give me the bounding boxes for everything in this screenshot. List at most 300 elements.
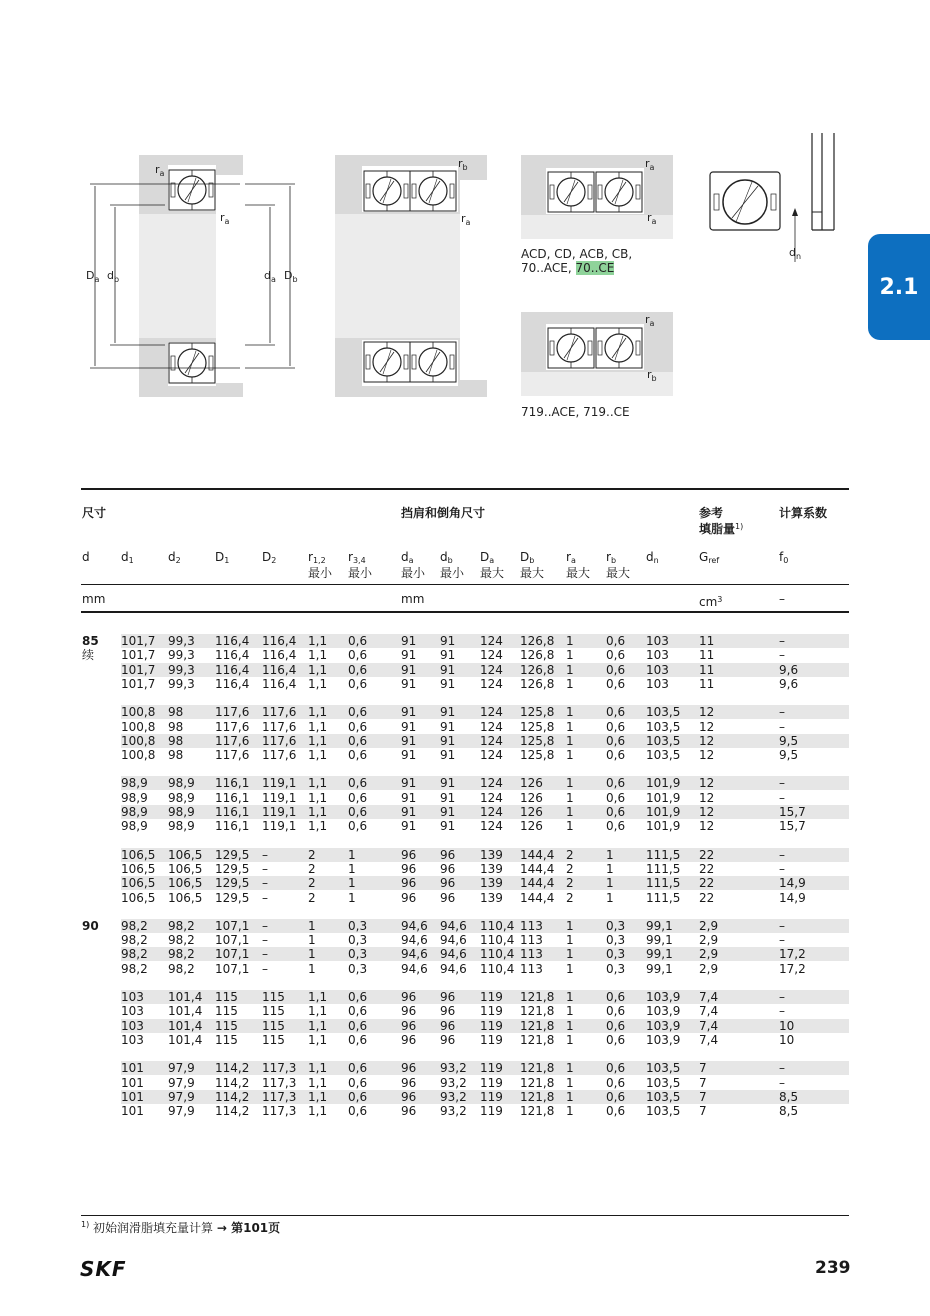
column-header: $d_a$ 最小	[401, 550, 426, 580]
table-cell: 7	[699, 1075, 707, 1090]
table-row	[121, 962, 849, 976]
table-cell: 98,2	[168, 961, 195, 976]
table-cell: 97,9	[168, 1061, 195, 1076]
table-cell: –	[779, 776, 785, 791]
table-cell: 9,5	[779, 733, 799, 748]
column-header: $r_a$ 最大	[566, 550, 591, 580]
table-cell: 100,8	[121, 719, 156, 734]
table-row	[121, 677, 849, 691]
table-row	[121, 1061, 849, 1075]
table-cell: 0,6	[606, 1004, 626, 1019]
table-cell: 116,4	[215, 634, 250, 648]
bore-diameter: 90	[82, 918, 99, 933]
table-cell: 111,5	[646, 876, 681, 891]
table-cell: 129,5	[215, 876, 250, 891]
table-cell: 126	[520, 805, 543, 819]
table-cell: 94,6	[440, 918, 467, 933]
table-cell: 0,6	[348, 805, 368, 819]
table-cell: 96	[440, 990, 456, 1004]
table-cell: 121,8	[520, 1032, 555, 1047]
table-cell: 1	[308, 961, 316, 976]
table-cell: 125,8	[520, 705, 555, 720]
table-cell: 1	[566, 990, 574, 1004]
table-cell: 98	[168, 719, 184, 734]
table-row	[121, 648, 849, 662]
table-cell: 124	[480, 733, 503, 748]
arrow-right-icon: →	[216, 1221, 227, 1235]
table-cell: 91	[401, 748, 417, 763]
table-cell: 1,1	[308, 1004, 328, 1019]
table-cell: 96	[401, 1018, 417, 1033]
table-cell: 91	[401, 676, 417, 691]
table-cell: 1,1	[308, 676, 328, 691]
table-cell: 119,1	[262, 805, 297, 819]
table-cell: 125,8	[520, 719, 555, 734]
table-cell: 1	[566, 776, 574, 791]
table-cell: 1	[566, 1061, 574, 1076]
table-cell: 119,1	[262, 776, 297, 791]
table-cell: 1	[606, 876, 614, 891]
table-cell: 1,1	[308, 1104, 328, 1119]
table-cell: 96	[440, 847, 456, 862]
label-ra: $r_a$	[647, 211, 657, 226]
table-cell: 12	[699, 805, 715, 819]
table-cell: 97,9	[168, 1104, 195, 1119]
table-cell: 1,1	[308, 1075, 328, 1090]
table-cell: 100,8	[121, 705, 156, 720]
table-cell: 91	[440, 748, 456, 763]
table-cell: 103,5	[646, 1104, 681, 1119]
table-cell: 103,5	[646, 1089, 681, 1104]
table-cell: 124	[480, 705, 503, 720]
table-row	[121, 862, 849, 876]
table-cell: 9,6	[779, 662, 799, 677]
table-cell: 114,2	[215, 1061, 250, 1076]
table-cell: –	[779, 1004, 785, 1019]
table-cell: 0,6	[606, 790, 626, 805]
table-cell: 139	[480, 890, 503, 905]
table-cell: 115	[262, 1018, 285, 1033]
table-cell: 12	[699, 748, 715, 763]
table-cell: 1	[308, 918, 316, 933]
table-cell: 115	[262, 1032, 285, 1047]
table-cell: 0,6	[348, 1075, 368, 1090]
table-cell: 1,1	[308, 776, 328, 791]
table-cell: 96	[440, 1018, 456, 1033]
table-cell: 116,4	[262, 676, 297, 691]
table-row	[121, 848, 849, 862]
table-cell: 0,6	[606, 676, 626, 691]
table-cell: 93,2	[440, 1104, 467, 1119]
table-cell: 9,6	[779, 676, 799, 691]
column-header: $d_1$	[121, 550, 134, 565]
column-header: $r_{3,4}$ 最小	[348, 550, 373, 580]
table-cell: 8,5	[779, 1089, 799, 1104]
table-cell: 98,9	[168, 805, 195, 819]
table-cell: 117,6	[262, 733, 297, 748]
table-cell: 116,1	[215, 790, 250, 805]
table-cell: 93,2	[440, 1089, 467, 1104]
table-cell: 1,1	[308, 1061, 328, 1076]
table-cell: 93,2	[440, 1075, 467, 1090]
table-cell: 91	[440, 676, 456, 691]
table-cell: 106,5	[168, 847, 203, 862]
table-cell: 7,4	[699, 1004, 719, 1019]
column-header: $d_n$	[646, 550, 659, 565]
table-cell: 116,4	[215, 648, 250, 663]
column-header: $d_b$ 最小	[440, 550, 465, 580]
table-cell: 116,4	[262, 634, 297, 648]
table-cell: 94,6	[401, 933, 428, 948]
table-cell: 1	[348, 876, 356, 891]
table-cell: 2,9	[699, 933, 719, 948]
header-unit-rule	[81, 584, 849, 585]
label-db: $d_b$	[107, 269, 120, 284]
table-cell: 91	[440, 805, 456, 819]
table-cell: –	[262, 961, 268, 976]
table-cell: 114,2	[215, 1075, 250, 1090]
table-cell: 10	[779, 1018, 795, 1033]
table-row	[121, 947, 849, 961]
table-cell: 0,6	[606, 1061, 626, 1076]
table-cell: 0,6	[348, 1004, 368, 1019]
footnote: $^{1)}$ 初始润滑脂填充量计算 → 第101页	[81, 1220, 281, 1235]
table-cell: 101	[121, 1075, 144, 1090]
table-cell: 100,8	[121, 748, 156, 763]
table-cell: 7,4	[699, 1018, 719, 1033]
table-cell: –	[779, 990, 785, 1004]
table-cell: 101,7	[121, 676, 156, 691]
table-cell: 96	[401, 1032, 417, 1047]
table-cell: 106,5	[168, 890, 203, 905]
table-cell: 94,6	[440, 961, 467, 976]
table-cell: 1,1	[308, 733, 328, 748]
table-cell: 91	[440, 648, 456, 663]
table-cell: 116,1	[215, 776, 250, 791]
table-cell: 0,6	[348, 776, 368, 791]
table-cell: 101,9	[646, 790, 681, 805]
table-cell: 99,3	[168, 648, 195, 663]
table-cell: 101,7	[121, 648, 156, 663]
table-cell: 97,9	[168, 1075, 195, 1090]
table-cell: 129,5	[215, 847, 250, 862]
table-cell: 0,6	[348, 662, 368, 677]
table-cell: 110,4	[480, 961, 515, 976]
table-cell: 103,5	[646, 719, 681, 734]
table-cell: 22	[699, 876, 715, 891]
table-cell: 113	[520, 918, 543, 933]
table-cell: 126,8	[520, 662, 555, 677]
table-cell: 91	[401, 776, 417, 791]
table-cell: 129,5	[215, 861, 250, 876]
table-cell: 0,6	[606, 990, 626, 1004]
table-cell: 121,8	[520, 1089, 555, 1104]
table-cell: 115	[262, 990, 285, 1004]
table-cell: 98	[168, 705, 184, 720]
table-cell: 117,6	[215, 733, 250, 748]
continued-label: 续	[82, 648, 95, 662]
table-cell: 0,3	[348, 961, 368, 976]
table-cell: 8,5	[779, 1104, 799, 1119]
table-cell: 101	[121, 1104, 144, 1119]
table-cell: 2	[308, 861, 316, 876]
table-cell: 1	[566, 648, 574, 663]
table-cell: 96	[401, 847, 417, 862]
table-row	[121, 1033, 849, 1047]
table-row	[121, 876, 849, 890]
table-cell: 106,5	[168, 876, 203, 891]
table-cell: 121,8	[520, 1075, 555, 1090]
table-cell: 96	[440, 876, 456, 891]
table-cell: 99,3	[168, 634, 195, 648]
table-cell: 12	[699, 819, 715, 834]
table-cell: 1	[566, 1089, 574, 1104]
table-cell: 91	[440, 790, 456, 805]
table-cell: 0,6	[606, 662, 626, 677]
table-cell: 0,6	[606, 719, 626, 734]
table-row	[121, 776, 849, 790]
table-cell: 117,6	[262, 748, 297, 763]
table-cell: 106,5	[121, 890, 156, 905]
table-cell: 94,6	[401, 961, 428, 976]
table-cell: –	[779, 933, 785, 948]
table-cell: –	[779, 1061, 785, 1076]
table-cell: 113	[520, 947, 543, 962]
table-cell: 144,4	[520, 890, 555, 905]
table-cell: 100,8	[121, 733, 156, 748]
table-cell: 0,3	[606, 947, 626, 962]
table-cell: 9,5	[779, 748, 799, 763]
header-group-calc-factor: 计算系数	[779, 506, 828, 520]
table-cell: 101	[121, 1061, 144, 1076]
table-cell: 1	[566, 819, 574, 834]
table-cell: 1	[566, 733, 574, 748]
bearing-diagrams	[0, 0, 930, 470]
table-cell: 103,9	[646, 1032, 681, 1047]
table-cell: 91	[440, 662, 456, 677]
table-cell: 0,6	[606, 733, 626, 748]
table-cell: 139	[480, 847, 503, 862]
table-row	[121, 705, 849, 719]
table-cell: 0,6	[348, 719, 368, 734]
table-cell: 103,9	[646, 1018, 681, 1033]
column-header: $G_{ref}$	[699, 550, 720, 565]
table-cell: 117,3	[262, 1061, 297, 1076]
table-cell: –	[262, 876, 268, 891]
table-cell: 91	[401, 634, 417, 648]
table-cell: 0,6	[348, 705, 368, 720]
table-cell: 94,6	[401, 918, 428, 933]
table-cell: 17,2	[779, 961, 806, 976]
table-cell: 115	[215, 1032, 238, 1047]
header-group-dimensions: 尺寸	[82, 506, 107, 520]
table-cell: 114,2	[215, 1089, 250, 1104]
table-cell: 0,6	[348, 748, 368, 763]
table-row	[121, 919, 849, 933]
table-cell: 11	[699, 634, 715, 648]
table-cell: 101,7	[121, 662, 156, 677]
table-cell: 91	[401, 648, 417, 663]
table-cell: 125,8	[520, 733, 555, 748]
table-cell: 121,8	[520, 1018, 555, 1033]
label-rb: $r_b$	[458, 157, 468, 172]
table-cell: 91	[401, 705, 417, 720]
table-row	[121, 663, 849, 677]
table-cell: 0,6	[348, 634, 368, 648]
table-cell: 125,8	[520, 748, 555, 763]
table-cell: 0,3	[606, 933, 626, 948]
table-cell: 98,9	[168, 819, 195, 834]
table-cell: 101,9	[646, 805, 681, 819]
table-cell: 103,5	[646, 733, 681, 748]
table-cell: 91	[440, 719, 456, 734]
table-cell: 107,1	[215, 933, 250, 948]
table-cell: 96	[401, 1004, 417, 1019]
table-cell: 12	[699, 776, 715, 791]
table-cell: 2	[566, 861, 574, 876]
table-cell: 1,1	[308, 790, 328, 805]
table-cell: 117,6	[215, 705, 250, 720]
table-cell: 94,6	[440, 947, 467, 962]
table-cell: 117,6	[215, 719, 250, 734]
table-cell: 15,7	[779, 819, 806, 834]
table-row	[121, 734, 849, 748]
table-cell: 114,2	[215, 1104, 250, 1119]
table-cell: 0,6	[606, 1032, 626, 1047]
table-cell: 0,6	[348, 733, 368, 748]
column-header: $D_1$	[215, 550, 230, 565]
table-cell: 1	[566, 947, 574, 962]
diagram-dn-detail	[710, 133, 834, 262]
table-cell: 1,1	[308, 1089, 328, 1104]
table-cell: 96	[401, 890, 417, 905]
table-cell: 101,9	[646, 819, 681, 834]
table-cell: 129,5	[215, 890, 250, 905]
table-cell: 111,5	[646, 861, 681, 876]
table-cell: 2	[566, 890, 574, 905]
column-header: $d_2$	[168, 550, 181, 565]
table-cell: 119	[480, 990, 503, 1004]
table-cell: 96	[440, 861, 456, 876]
table-cell: 103	[121, 990, 144, 1004]
table-cell: 101,9	[646, 776, 681, 791]
table-cell: 1,1	[308, 648, 328, 663]
diagram-caption-2: 719..ACE, 719..CE	[521, 405, 630, 419]
table-cell: 0,6	[348, 1089, 368, 1104]
table-cell: 124	[480, 819, 503, 834]
table-cell: –	[779, 705, 785, 720]
table-cell: 0,6	[606, 1089, 626, 1104]
table-cell: 126,8	[520, 676, 555, 691]
label-Db: $D_b$	[284, 269, 298, 284]
table-cell: 7,4	[699, 990, 719, 1004]
table-cell: 1	[606, 847, 614, 862]
table-cell: 124	[480, 719, 503, 734]
table-cell: 117,6	[262, 719, 297, 734]
table-cell: –	[262, 847, 268, 862]
table-row	[121, 1090, 849, 1104]
skf-logo: SKF	[80, 1257, 127, 1281]
table-cell: 1,1	[308, 748, 328, 763]
diagram-caption-1: ACD, CD, ACB, CB, 70..ACE, 70..CE	[521, 247, 633, 275]
table-cell: 7	[699, 1089, 707, 1104]
table-cell: –	[262, 933, 268, 948]
table-cell: 91	[440, 733, 456, 748]
table-top-rule	[81, 488, 849, 490]
table-cell: 126	[520, 819, 543, 834]
label-ra: $r_a$	[645, 157, 655, 172]
table-cell: 101,4	[168, 1004, 203, 1019]
table-cell: 99,3	[168, 676, 195, 691]
table-cell: 7	[699, 1061, 707, 1076]
column-header: $f_0$	[779, 550, 789, 565]
table-cell: 1	[606, 890, 614, 905]
table-cell: 0,6	[606, 819, 626, 834]
table-cell: 96	[401, 1089, 417, 1104]
table-cell: 139	[480, 861, 503, 876]
table-cell: 12	[699, 705, 715, 720]
table-cell: 106,5	[121, 861, 156, 876]
table-cell: 1	[566, 1018, 574, 1033]
table-cell: 0,6	[606, 648, 626, 663]
table-cell: 2	[566, 847, 574, 862]
table-cell: 98,9	[121, 805, 148, 819]
table-cell: 91	[440, 705, 456, 720]
column-header: $D_2$	[262, 550, 277, 565]
table-cell: 0,6	[348, 1032, 368, 1047]
table-cell: 98	[168, 748, 184, 763]
table-cell: 1	[606, 861, 614, 876]
table-row	[121, 1019, 849, 1033]
table-cell: 124	[480, 805, 503, 819]
table-cell: 1	[566, 1075, 574, 1090]
table-row	[121, 791, 849, 805]
table-cell: 97,9	[168, 1089, 195, 1104]
table-cell: 1	[566, 1032, 574, 1047]
table-cell: 91	[401, 719, 417, 734]
table-cell: 126,8	[520, 634, 555, 648]
table-cell: 94,6	[440, 933, 467, 948]
table-cell: 98,9	[168, 790, 195, 805]
table-cell: 106,5	[121, 876, 156, 891]
table-cell: 0,6	[348, 648, 368, 663]
label-dn: $d_n$	[789, 246, 802, 261]
label-ra: $r_a$	[220, 211, 230, 226]
table-cell: –	[262, 890, 268, 905]
label-Da: $D_a$	[86, 269, 100, 284]
table-cell: 1	[348, 861, 356, 876]
table-cell: 1,1	[308, 1018, 328, 1033]
table-cell: 106,5	[168, 861, 203, 876]
table-cell: 0,6	[348, 1061, 368, 1076]
table-cell: 0,6	[348, 990, 368, 1004]
table-cell: 117,3	[262, 1089, 297, 1104]
table-cell: 98,2	[168, 918, 195, 933]
table-cell: 121,8	[520, 990, 555, 1004]
table-cell: 103,5	[646, 748, 681, 763]
table-cell: 15,7	[779, 805, 806, 819]
table-cell: 119	[480, 1032, 503, 1047]
table-row	[121, 748, 849, 762]
table-cell: 115	[215, 990, 238, 1004]
table-cell: 103	[646, 662, 669, 677]
table-cell: 91	[401, 790, 417, 805]
table-cell: –	[779, 790, 785, 805]
table-cell: –	[262, 861, 268, 876]
table-row	[121, 1076, 849, 1090]
table-cell: 98,9	[121, 790, 148, 805]
table-cell: 1	[308, 947, 316, 962]
